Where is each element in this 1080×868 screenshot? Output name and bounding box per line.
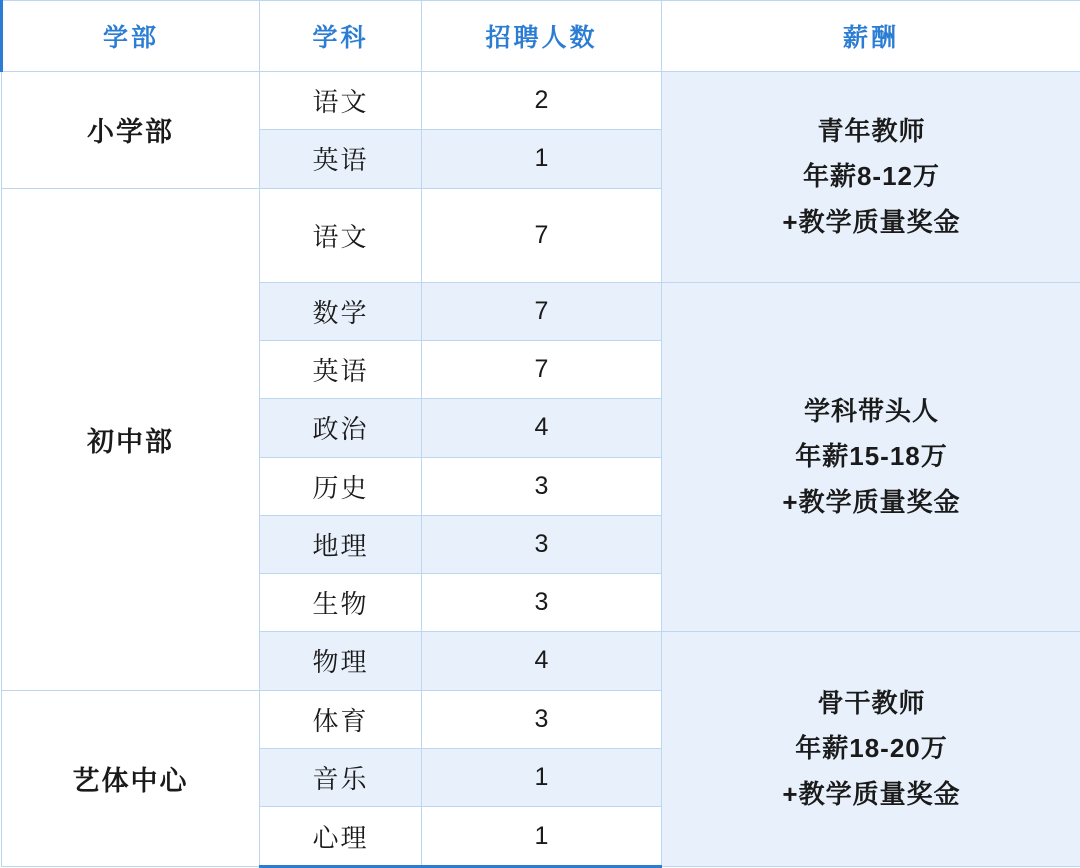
column-header-subject: 学科 [260, 1, 422, 72]
salary-bonus: +教学质量奖金 [782, 206, 961, 237]
count-cell: 7 [422, 282, 662, 340]
salary-range: 年薪8-12万 [802, 161, 941, 192]
count-cell: 3 [422, 457, 662, 515]
salary-title: 骨干教师 [817, 687, 926, 718]
count-cell: 3 [422, 574, 662, 632]
column-header-salary: 薪酬 [662, 1, 1080, 72]
subject-cell: 英语 [260, 341, 422, 399]
count-cell: 4 [422, 632, 662, 690]
subject-cell: 政治 [260, 399, 422, 457]
count-cell: 7 [422, 188, 662, 282]
salary-range: 年薪15-18万 [795, 441, 948, 472]
table-header [2, 1, 1080, 72]
subject-cell: 心理 [260, 807, 422, 867]
department-cell-arts: 艺体中心 [2, 690, 260, 866]
count-cell: 2 [422, 72, 662, 130]
subject-cell: 物理 [260, 632, 422, 690]
department-cell-middle: 初中部 [2, 188, 260, 690]
salary-cell-backbone-teacher [662, 632, 1080, 867]
count-cell: 1 [422, 748, 662, 806]
subject-cell: 数学 [260, 282, 422, 340]
salary-bonus: +教学质量奖金 [782, 486, 961, 517]
subject-cell: 历史 [260, 457, 422, 515]
column-header-department: 学部 [2, 1, 260, 72]
count-cell: 7 [422, 341, 662, 399]
subject-cell: 音乐 [260, 748, 422, 806]
column-header-count: 招聘人数 [422, 1, 662, 72]
subject-cell: 语文 [260, 72, 422, 130]
subject-cell: 体育 [260, 690, 422, 748]
salary-cell-subject-leader [662, 282, 1080, 632]
department-cell-primary: 小学部 [2, 72, 260, 189]
count-cell: 1 [422, 807, 662, 867]
salary-title: 学科带头人 [803, 395, 939, 426]
subject-cell: 英语 [260, 130, 422, 188]
header-row [2, 1, 1080, 72]
table-body [2, 72, 1080, 867]
count-cell: 1 [422, 130, 662, 188]
subject-cell: 语文 [260, 188, 422, 282]
count-cell: 3 [422, 515, 662, 573]
subject-cell: 地理 [260, 515, 422, 573]
salary-range: 年薪18-20万 [795, 733, 948, 764]
salary-cell-young-teacher [662, 72, 1080, 283]
table-row [2, 72, 1080, 130]
salary-title: 青年教师 [817, 115, 926, 146]
count-cell: 3 [422, 690, 662, 748]
count-cell: 4 [422, 399, 662, 457]
salary-bonus: +教学质量奖金 [782, 778, 961, 809]
subject-cell: 生物 [260, 574, 422, 632]
